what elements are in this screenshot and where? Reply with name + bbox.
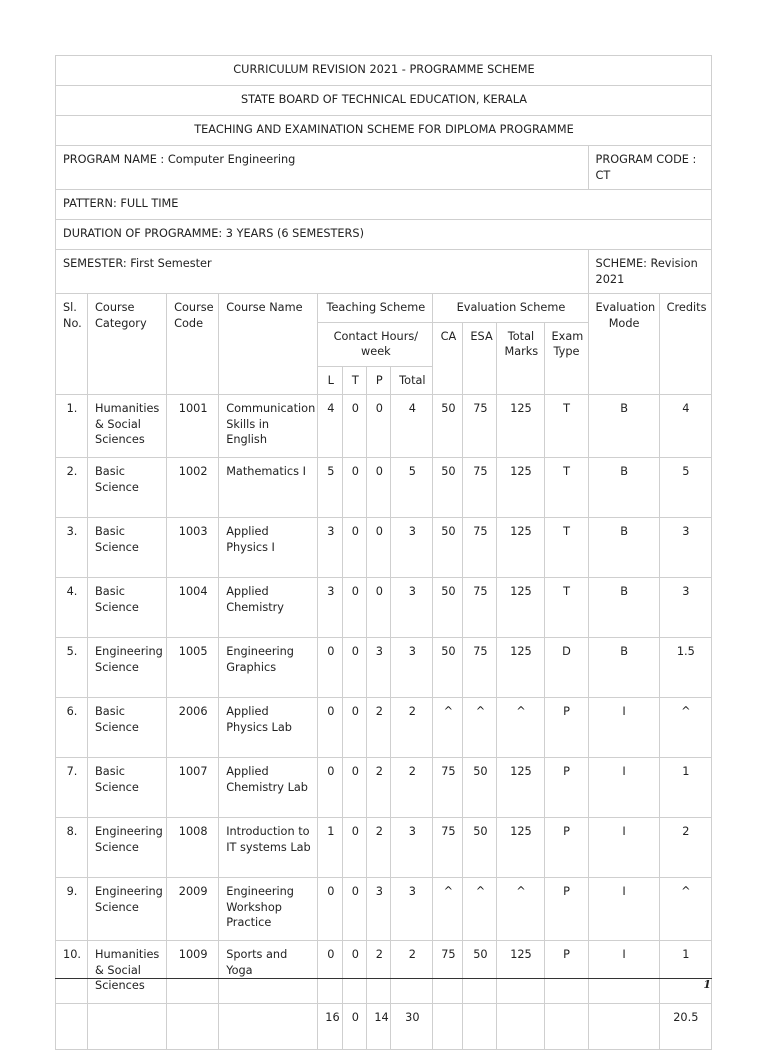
name-cell: Engineering Workshop Practice xyxy=(219,878,318,941)
l-cell: 1 xyxy=(318,818,343,878)
t-cell: 0 xyxy=(343,458,367,518)
esa-cell: ^ xyxy=(463,698,497,758)
p-cell: 0 xyxy=(367,518,391,578)
program-code: PROGRAM CODE : CT xyxy=(588,146,711,190)
total-cell: 5 xyxy=(391,458,433,518)
code-cell: 2006 xyxy=(167,698,219,758)
col-evaluation-scheme: Evaluation Scheme xyxy=(433,294,588,323)
sl-cell: 2. xyxy=(56,458,88,518)
code-cell: 1002 xyxy=(167,458,219,518)
col-name: Course Name xyxy=(219,294,318,395)
t-cell: 0 xyxy=(343,818,367,878)
col-p: P xyxy=(367,366,391,395)
credits-cell: 1.5 xyxy=(659,638,711,698)
t-cell: 0 xyxy=(343,578,367,638)
l-cell: 3 xyxy=(318,578,343,638)
exam-cell: D xyxy=(544,638,588,698)
table-row xyxy=(56,638,712,698)
credits-cell: 3 xyxy=(659,518,711,578)
total-cell: 3 xyxy=(391,878,433,941)
total-cell: 2 xyxy=(391,698,433,758)
p-cell: 2 xyxy=(367,758,391,818)
category-cell: Basic Science xyxy=(88,758,167,818)
exam-cell: P xyxy=(544,818,588,878)
t-cell: 0 xyxy=(343,638,367,698)
p-cell: 2 xyxy=(367,818,391,878)
total-cell: 3 xyxy=(391,578,433,638)
credits-cell: 4 xyxy=(659,395,711,458)
empty-cell xyxy=(88,1004,167,1050)
esa-cell: 75 xyxy=(463,518,497,578)
credits-cell: 3 xyxy=(659,578,711,638)
ca-cell: 75 xyxy=(433,941,463,1004)
mode-cell: B xyxy=(588,395,659,458)
marks-cell: 125 xyxy=(497,941,544,1004)
mode-cell: I xyxy=(588,941,659,1004)
mode-cell: B xyxy=(588,458,659,518)
sl-cell: 3. xyxy=(56,518,88,578)
table-row xyxy=(56,698,712,758)
ca-cell: ^ xyxy=(433,698,463,758)
t-cell: 0 xyxy=(343,941,367,1004)
l-cell: 3 xyxy=(318,518,343,578)
exam-cell: T xyxy=(544,458,588,518)
exam-cell: P xyxy=(544,698,588,758)
l-cell: 0 xyxy=(318,758,343,818)
esa-cell: 75 xyxy=(463,638,497,698)
marks-cell: 125 xyxy=(497,578,544,638)
l-cell: 0 xyxy=(318,941,343,1004)
t-cell: 0 xyxy=(343,758,367,818)
empty-cell xyxy=(497,1004,544,1050)
t-cell: 0 xyxy=(343,395,367,458)
name-cell: Applied Chemistry xyxy=(219,578,318,638)
category-cell: Humanities & Social Sciences xyxy=(88,395,167,458)
t-cell: 0 xyxy=(343,518,367,578)
name-cell: Applied Chemistry Lab xyxy=(219,758,318,818)
table-row xyxy=(56,458,712,518)
total-l: 16 xyxy=(318,1004,343,1050)
p-cell: 0 xyxy=(367,458,391,518)
code-cell: 1008 xyxy=(167,818,219,878)
duration: DURATION OF PROGRAMME: 3 YEARS (6 SEMESTERS) xyxy=(56,220,712,250)
p-cell: 3 xyxy=(367,638,391,698)
footer-divider xyxy=(55,978,712,979)
l-cell: 4 xyxy=(318,395,343,458)
col-l: L xyxy=(318,366,343,395)
exam-cell: P xyxy=(544,941,588,1004)
code-cell: 1001 xyxy=(167,395,219,458)
empty-cell xyxy=(167,1004,219,1050)
exam-cell: T xyxy=(544,395,588,458)
code-cell: 1003 xyxy=(167,518,219,578)
name-cell: Applied Physics I xyxy=(219,518,318,578)
marks-cell: ^ xyxy=(497,878,544,941)
sl-cell: 9. xyxy=(56,878,88,941)
esa-cell: 75 xyxy=(463,578,497,638)
col-t: T xyxy=(343,366,367,395)
ca-cell: 50 xyxy=(433,395,463,458)
mode-cell: I xyxy=(588,698,659,758)
col-credits: Credits xyxy=(659,294,711,395)
table-row xyxy=(56,758,712,818)
marks-cell: 125 xyxy=(497,518,544,578)
esa-cell: 50 xyxy=(463,941,497,1004)
header-line-3: TEACHING AND EXAMINATION SCHEME FOR DIPLOMA PROGRAMME xyxy=(56,116,712,146)
p-cell: 3 xyxy=(367,878,391,941)
total-cell: 3 xyxy=(391,818,433,878)
ca-cell: 50 xyxy=(433,638,463,698)
p-cell: 2 xyxy=(367,698,391,758)
esa-cell: 50 xyxy=(463,818,497,878)
p-cell: 0 xyxy=(367,395,391,458)
sl-cell: 4. xyxy=(56,578,88,638)
total-t: 0 xyxy=(343,1004,367,1050)
name-cell: Engineering Graphics xyxy=(219,638,318,698)
category-cell: Basic Science xyxy=(88,518,167,578)
category-cell: Engineering Science xyxy=(88,818,167,878)
ca-cell: 50 xyxy=(433,518,463,578)
empty-cell xyxy=(56,1004,88,1050)
total-p: 14 xyxy=(367,1004,391,1050)
credits-cell: ^ xyxy=(659,698,711,758)
program-name: PROGRAM NAME : Computer Engineering xyxy=(56,146,589,190)
table-row xyxy=(56,878,712,941)
p-cell: 2 xyxy=(367,941,391,1004)
sl-cell: 6. xyxy=(56,698,88,758)
col-code: Course Code xyxy=(167,294,219,395)
sl-cell: 7. xyxy=(56,758,88,818)
code-cell: 1007 xyxy=(167,758,219,818)
total-cell: 3 xyxy=(391,518,433,578)
col-exam-type: Exam Type xyxy=(544,322,588,395)
ca-cell: 50 xyxy=(433,458,463,518)
marks-cell: ^ xyxy=(497,698,544,758)
name-cell: Mathematics I xyxy=(219,458,318,518)
mode-cell: I xyxy=(588,878,659,941)
total-credits: 20.5 xyxy=(659,1004,711,1050)
l-cell: 0 xyxy=(318,878,343,941)
col-category: Course Category xyxy=(88,294,167,395)
total-cell: 4 xyxy=(391,395,433,458)
page-number: 1 xyxy=(703,978,711,991)
category-cell: Engineering Science xyxy=(88,638,167,698)
credits-cell: 5 xyxy=(659,458,711,518)
empty-cell xyxy=(544,1004,588,1050)
marks-cell: 125 xyxy=(497,638,544,698)
name-cell: Sports and Yoga xyxy=(219,941,318,1004)
esa-cell: ^ xyxy=(463,878,497,941)
mode-cell: B xyxy=(588,518,659,578)
programme-scheme-table xyxy=(55,55,712,1050)
code-cell: 1005 xyxy=(167,638,219,698)
exam-cell: P xyxy=(544,758,588,818)
credits-cell: ^ xyxy=(659,878,711,941)
code-cell: 2009 xyxy=(167,878,219,941)
category-cell: Basic Science xyxy=(88,578,167,638)
total-hours: 30 xyxy=(391,1004,433,1050)
col-teaching-scheme: Teaching Scheme xyxy=(318,294,433,323)
table-row xyxy=(56,818,712,878)
table-row xyxy=(56,395,712,458)
table-row xyxy=(56,578,712,638)
sl-cell: 1. xyxy=(56,395,88,458)
exam-cell: T xyxy=(544,518,588,578)
col-total: Total xyxy=(391,366,433,395)
sl-cell: 5. xyxy=(56,638,88,698)
p-cell: 0 xyxy=(367,578,391,638)
col-esa: ESA xyxy=(463,322,497,395)
credits-cell: 1 xyxy=(659,758,711,818)
sl-cell: 8. xyxy=(56,818,88,878)
col-evaluation-mode: Evaluation Mode xyxy=(588,294,659,395)
credits-cell: 2 xyxy=(659,818,711,878)
ca-cell: 50 xyxy=(433,578,463,638)
ca-cell: ^ xyxy=(433,878,463,941)
col-total-marks: Total Marks xyxy=(497,322,544,395)
esa-cell: 50 xyxy=(463,758,497,818)
empty-cell xyxy=(588,1004,659,1050)
name-cell: Communication Skills in English xyxy=(219,395,318,458)
header-line-1: CURRICULUM REVISION 2021 - PROGRAMME SCHEME xyxy=(56,56,712,86)
category-cell: Basic Science xyxy=(88,458,167,518)
category-cell: Basic Science xyxy=(88,698,167,758)
category-cell: Humanities & Social Sciences xyxy=(88,941,167,1004)
pattern: PATTERN: FULL TIME xyxy=(56,190,712,220)
credits-cell: 1 xyxy=(659,941,711,1004)
total-cell: 2 xyxy=(391,941,433,1004)
ca-cell: 75 xyxy=(433,758,463,818)
marks-cell: 125 xyxy=(497,395,544,458)
table-row xyxy=(56,941,712,1004)
table-row xyxy=(56,518,712,578)
l-cell: 0 xyxy=(318,638,343,698)
marks-cell: 125 xyxy=(497,758,544,818)
code-cell: 1009 xyxy=(167,941,219,1004)
empty-cell xyxy=(433,1004,463,1050)
mode-cell: I xyxy=(588,818,659,878)
t-cell: 0 xyxy=(343,698,367,758)
exam-cell: P xyxy=(544,878,588,941)
scheme: SCHEME: Revision 2021 xyxy=(588,250,711,294)
name-cell: Applied Physics Lab xyxy=(219,698,318,758)
l-cell: 0 xyxy=(318,698,343,758)
empty-cell xyxy=(219,1004,318,1050)
empty-cell xyxy=(463,1004,497,1050)
col-contact-hours: Contact Hours/ week xyxy=(318,322,433,366)
totals-row xyxy=(56,1004,712,1050)
ca-cell: 75 xyxy=(433,818,463,878)
t-cell: 0 xyxy=(343,878,367,941)
code-cell: 1004 xyxy=(167,578,219,638)
mode-cell: B xyxy=(588,638,659,698)
mode-cell: B xyxy=(588,578,659,638)
marks-cell: 125 xyxy=(497,818,544,878)
marks-cell: 125 xyxy=(497,458,544,518)
l-cell: 5 xyxy=(318,458,343,518)
col-ca: CA xyxy=(433,322,463,395)
mode-cell: I xyxy=(588,758,659,818)
header-line-2: STATE BOARD OF TECHNICAL EDUCATION, KERALA xyxy=(56,86,712,116)
esa-cell: 75 xyxy=(463,395,497,458)
total-cell: 3 xyxy=(391,638,433,698)
semester: SEMESTER: First Semester xyxy=(56,250,589,294)
exam-cell: T xyxy=(544,578,588,638)
esa-cell: 75 xyxy=(463,458,497,518)
col-sl-no: Sl. No. xyxy=(56,294,88,395)
name-cell: Introduction to IT systems Lab xyxy=(219,818,318,878)
category-cell: Engineering Science xyxy=(88,878,167,941)
sl-cell: 10. xyxy=(56,941,88,1004)
total-cell: 2 xyxy=(391,758,433,818)
